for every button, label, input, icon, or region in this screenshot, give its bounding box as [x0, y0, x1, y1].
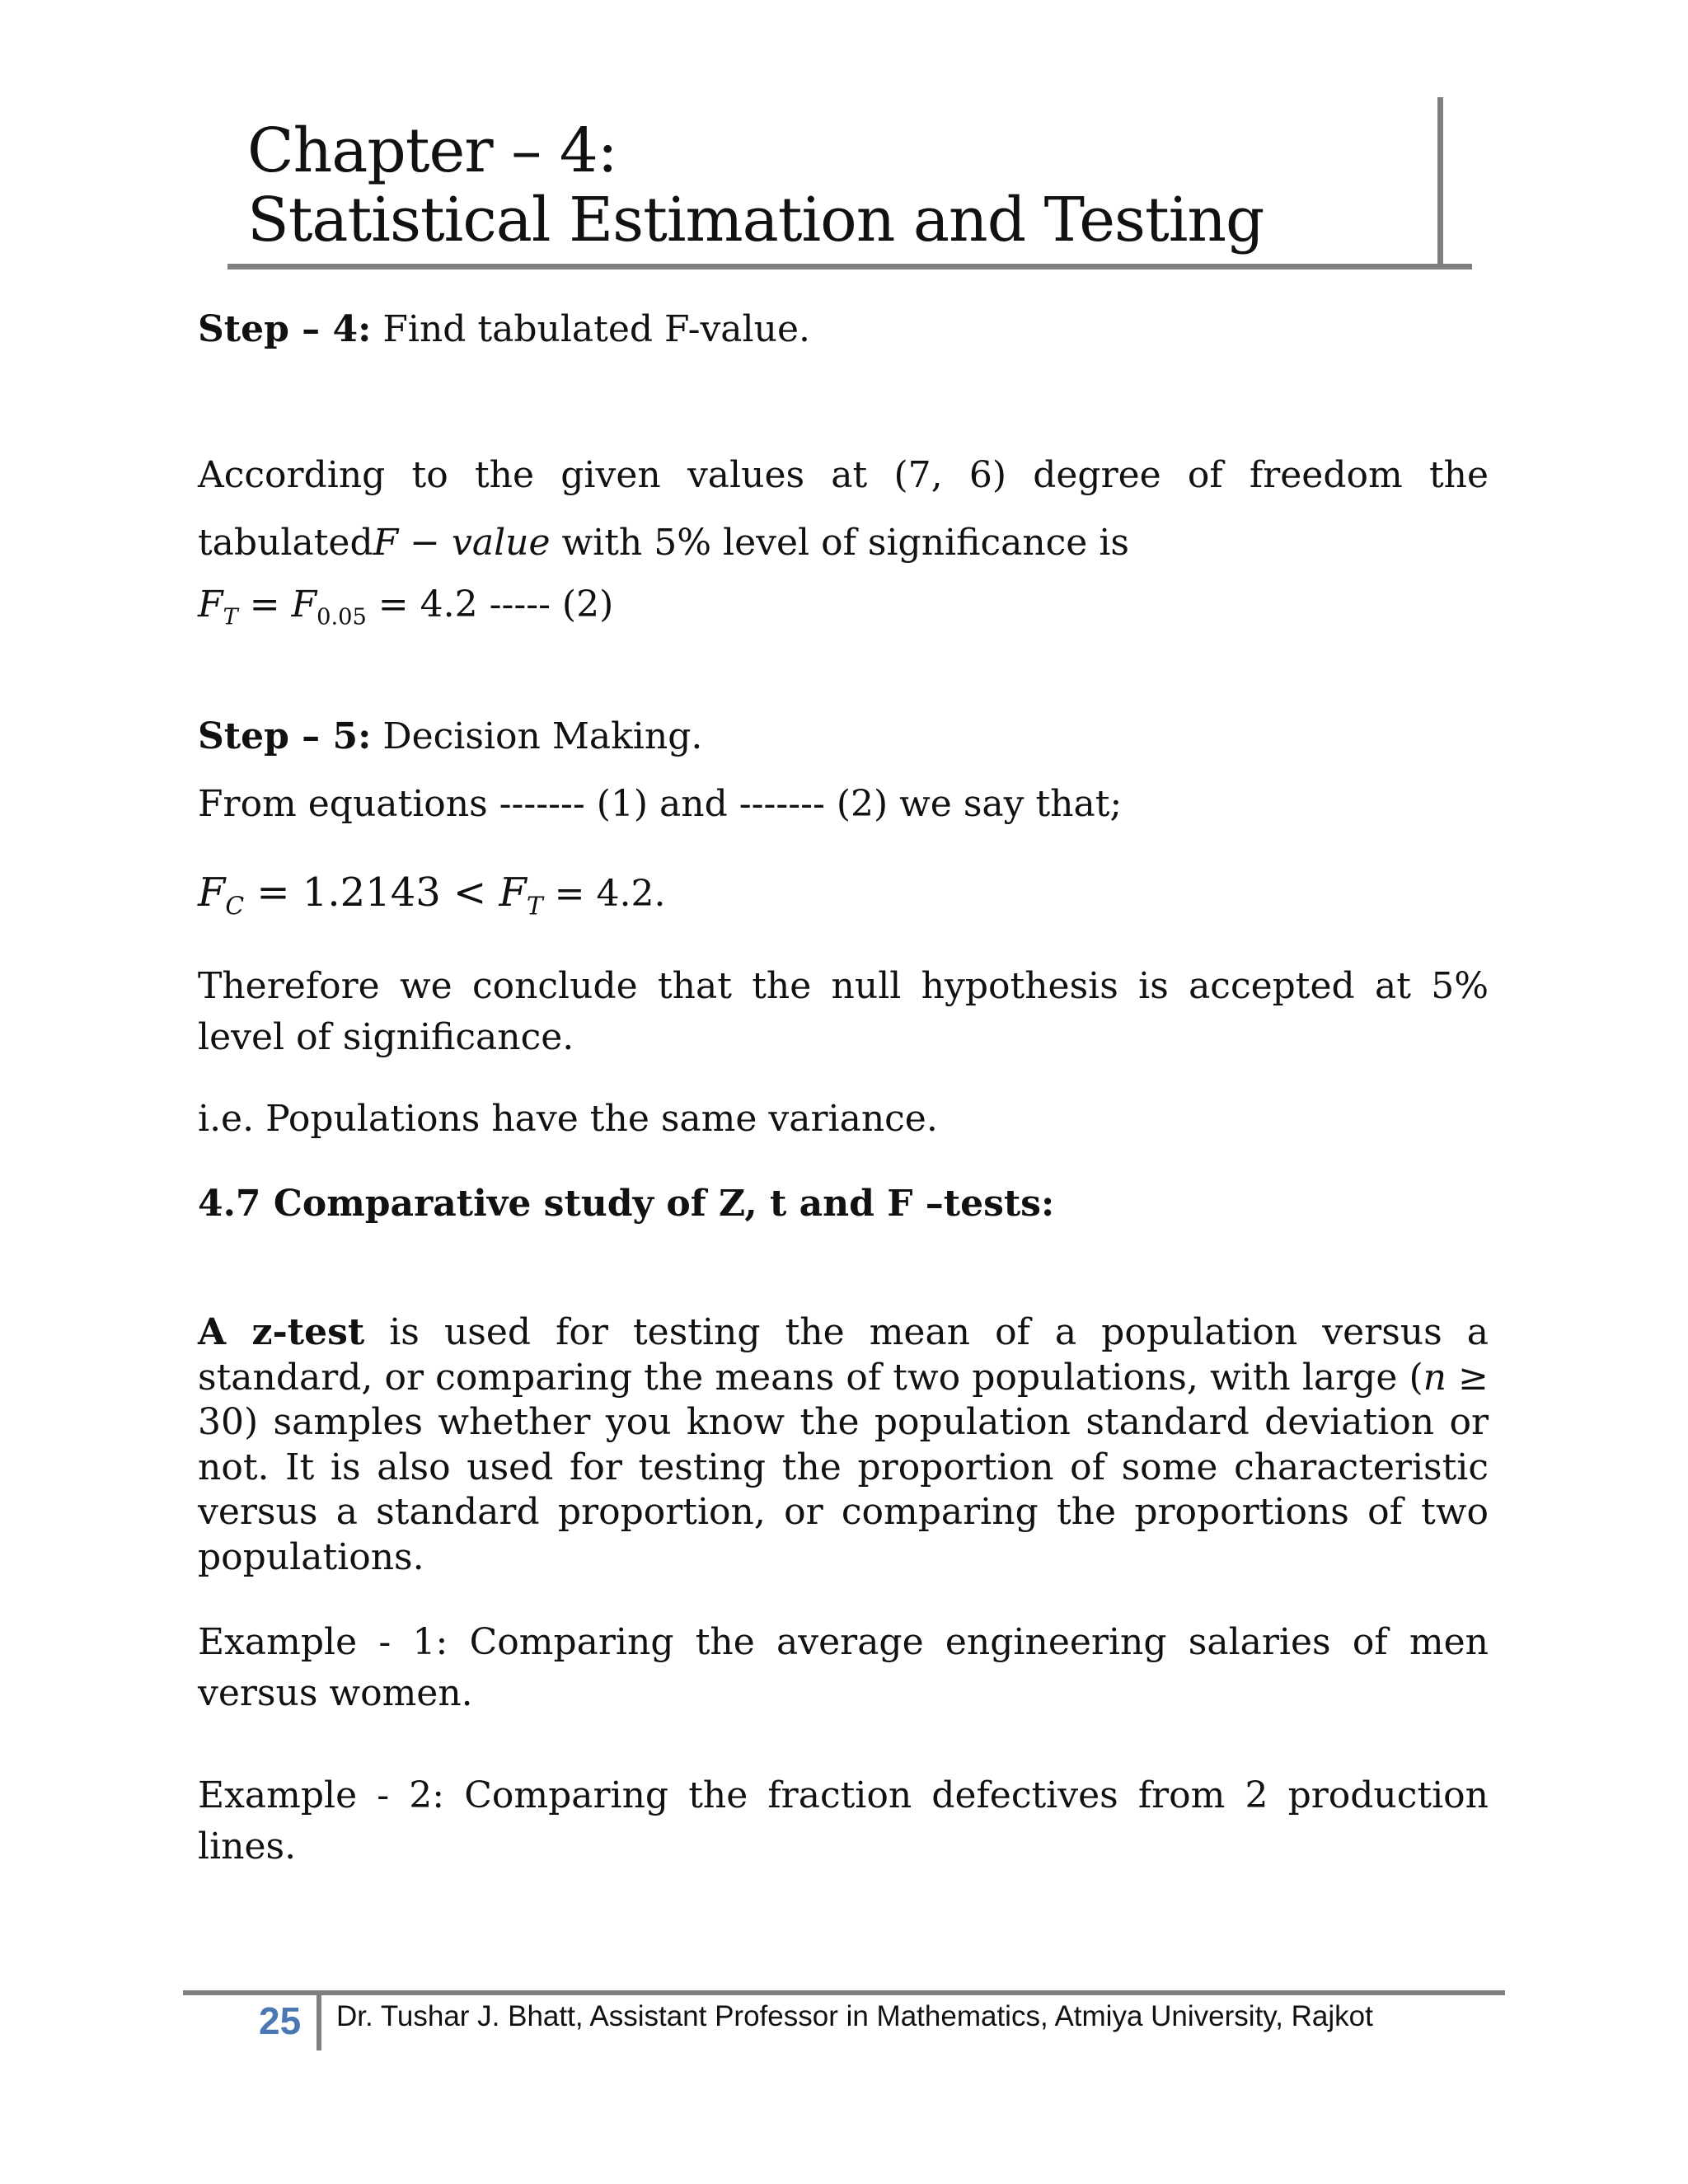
step-4-heading [198, 307, 1489, 352]
example-1: Example - 1: Comparing the average engineering salaries of men versus women. [198, 1621, 1489, 1714]
z-test-lead: A z-test [198, 1311, 365, 1353]
degrees-of-freedom-paragraph [198, 442, 1489, 577]
equation-2: $F_T = F_{0.05} = 4.2$ ----- (2) [198, 583, 614, 630]
section-heading: 4.7 Comparative study of Z, t and F –tests: [198, 1183, 1055, 1225]
chapter-header [227, 97, 1443, 269]
footer-author: Dr. Tushar J. Bhatt, Assistant Professor in Mathematics, Atmiya University, Rajkot [336, 2000, 1373, 2032]
step-4-label: Step – 4: [198, 308, 372, 350]
conclusion-paragraph: Therefore we conclude that the null hypothesis is accepted at 5% level of significance. [198, 965, 1489, 1058]
comparison-equation: $F_C = 1.2143 < F_T = 4.2$. [198, 869, 666, 921]
footer-rule [183, 1990, 1505, 1995]
chapter-title: Statistical Estimation and Testing [247, 185, 1264, 255]
df-line-1: According to the given values at (7, 6) degree of freedom the [198, 454, 1489, 496]
page-number: 25 [259, 1999, 302, 2042]
example-2: Example - 2: Comparing the fraction defectives from 2 production lines. [198, 1774, 1489, 1868]
step-5-label: Step – 5: [198, 715, 372, 757]
z-test-paragraph: A z-test is used for testing the mean of a population versus a standard, or comparing the means of two populations, with large (n ≥ 30) samples whether you know the population standard deviation or not. It is also used for testing the proportion of some characteristic versus a standard proportion, or comparing the proportions of two populations. [198, 1311, 1489, 1578]
header-rule [227, 264, 1472, 269]
df-line-2: tabulatedF − value with 5% level of significance is [198, 522, 1129, 564]
step-5-heading [198, 714, 1489, 759]
footer-separator [316, 1993, 321, 2050]
chapter-number: Chapter – 4: [247, 115, 617, 186]
step-4-text: Find tabulated F-value. [371, 308, 810, 350]
step-5-text: Decision Making. [371, 715, 703, 757]
from-equations-line: From equations ------- (1) and ------- (2) we say that; [198, 783, 1123, 825]
same-variance-line: i.e. Populations have the same variance. [198, 1098, 938, 1140]
